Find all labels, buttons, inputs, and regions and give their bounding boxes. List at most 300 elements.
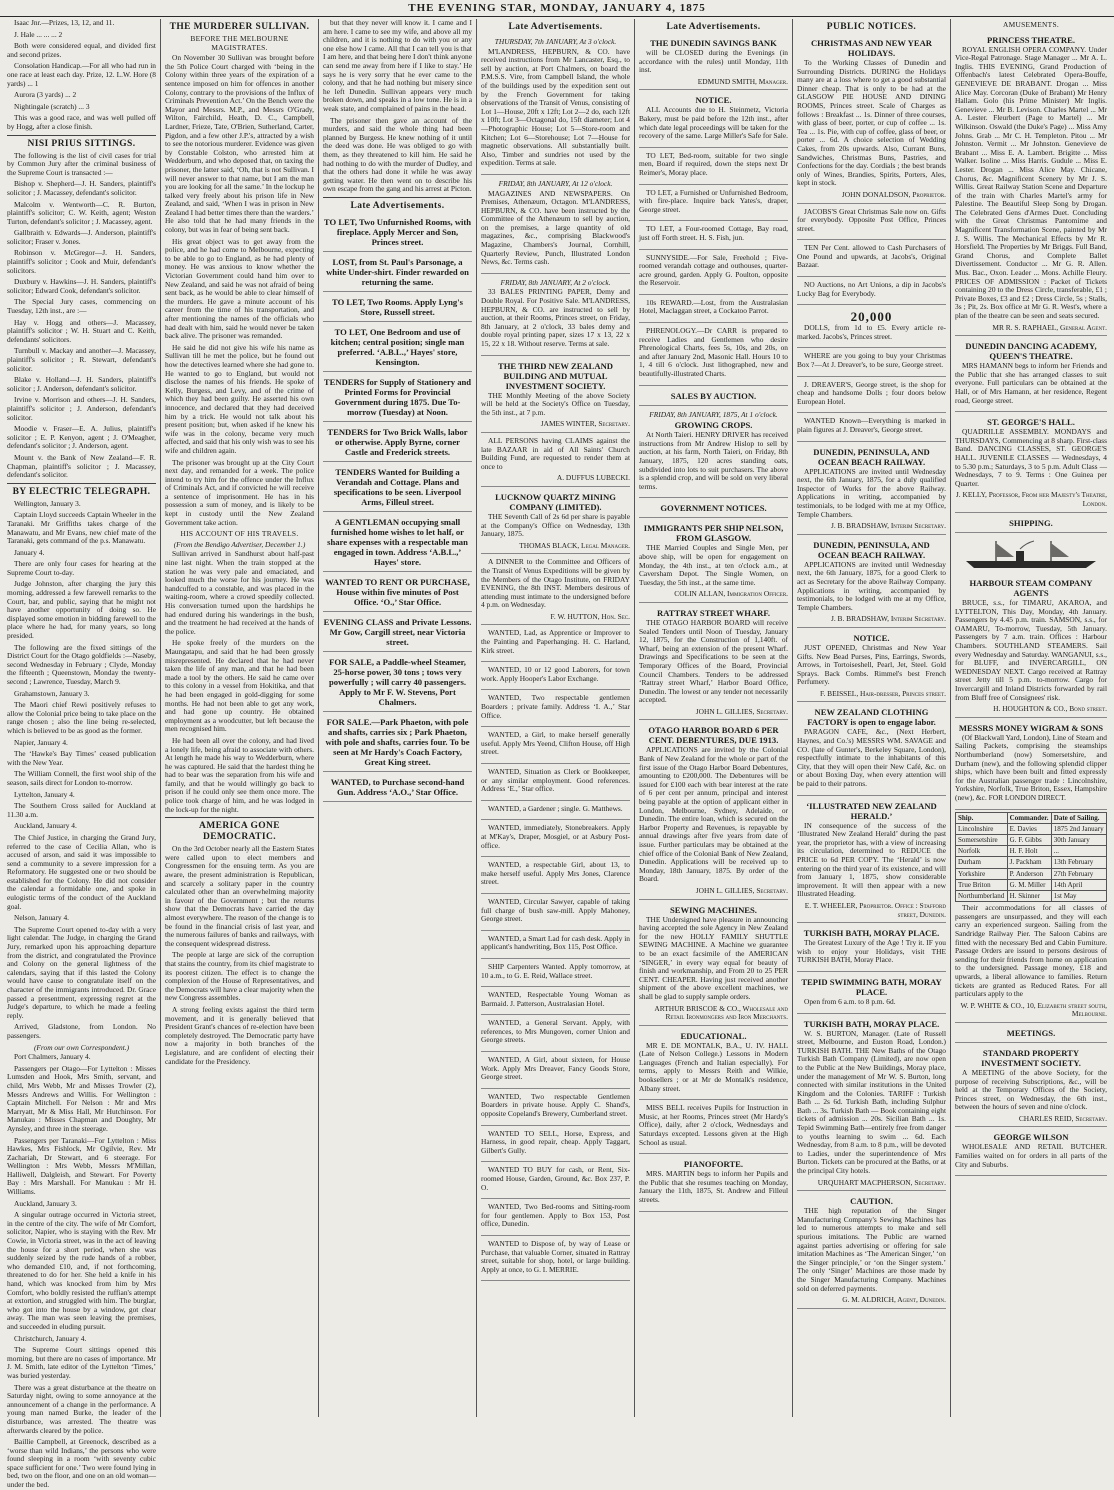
advertisement: [639, 297, 788, 323]
article-paragraph: A singular outrage occurred in Victoria street, in the centre of the city. The wife of Mr Comfort, solicitor, Napier, who is staying with the Rev. Mr Cowie, in Victoria street, was in the act of leaving the house for a short period, when she was suddenly seized by the rude hands of a robber, who demanded £10, and, if not forthcoming, threatened to do for her. She held a knife in his hand, which was knocked from him by Mrs Comfort, who boldly resisted the ruffian's attempt at extortion, and struggled with him. The burglar, who got into the house by a window, got clear away. The man was seen leaving the premises, and succeeded in eluding pursuit.: [7, 1210, 156, 1331]
classified-ads: [323, 214, 472, 802]
table-cell: 1st May: [1051, 890, 1106, 901]
column-1: [3, 18, 161, 1490]
advertisement: [481, 435, 630, 487]
ad-body: will be CLOSED during the Evenings (in accordance with the rules) until Monday, 11th inst.: [639, 48, 788, 75]
table-row: [956, 823, 1107, 834]
advertisement: [639, 1028, 788, 1101]
ad-title: CHRISTMAS AND NEW YEAR HOLIDAYS.: [810, 38, 933, 58]
ad-signature: JAMES WINTER, Secretary.: [540, 419, 630, 429]
article-paragraph: There was a great disturbance at the theatre on Saturday night, owing to some annoyance at the announcement of a change in the performance. A young man named Burke, the leader of the disturbance, was arrested. The theatre was afterwards cleared by the police.: [7, 1382, 156, 1435]
advertisement: [955, 1129, 1107, 1176]
ad-body: WANTED, Circular Sawyer, capable of taking full charge of bush saw-mill. Apply Mahoney, George street.: [481, 896, 630, 924]
table-cell: P. Anderson: [1007, 868, 1051, 879]
ad-title: MEETINGS.: [1006, 1027, 1056, 1038]
table-cell: G. M. Miller: [1007, 879, 1051, 890]
article-paragraph: The Maori chief Rewi positively refuses to allow the Colonial price being to take place on the range chosen ; also the line being re-selected, which is believed to be as good as the former.: [7, 700, 156, 735]
ad-body: ALL Accounts due to H. Steinmetz, Victoria Bakery, must be paid before the 12th inst., after which date legal proceedings will be taken for the recovery of the same. Large Miller's Safe for Sale.: [639, 105, 788, 141]
ad-body: WANTED, a Smart Lad for cash desk. Apply in applicant's handwriting, Box 115, Post Office.: [481, 933, 630, 952]
column-6: [793, 19, 951, 1417]
late-ads-heading: Late Advertisements.: [508, 22, 603, 32]
article-paragraph: On November 30 Sullivan was brought before the 5th Police Court charged with ‘being in the Colony within three years of the expiration of a sentence imposed on him for offences in another Colony, contrary to the provisions of the Influx of Criminals Prevention Act.’ On the Bench were the Mayor and Messrs. M.P., and Messrs O'Grady, Wilton, Fairchild, Heath, D. C., Campbell, Lardner, Frieze, Tate, O'Brien, Sutherland, Carter, Pigdon, and a few other J.P.'s, attracted by a wish to see the notorious murderer. Evidence was given by Constable Colston, who arrested him at Wedderburn, and who deposed that, on taxing the prisoner, the latter said, ‘Oh, that is not Sullivan. I will never answer to that name, but I am the man you are looking for all the same.’ In the lockup he talked very freely about his prison life in New Zealand, and said, ‘When I was in prison in New Zealand I had better times there than the warders.’ He also told that he had many friends in the colony, but was in fear of being sent back.: [165, 53, 314, 235]
ad-body: TO LET, a Four-roomed Cottage, Bay road, just off Forth street. H. S. Fish, jun.: [639, 224, 788, 242]
late-ads-heading: Late Advertisements.: [350, 200, 445, 211]
article-paragraph: Bishop v. Shepherd—J. H. Sanders, plaintiff's solicitor ; J. Macassey, defendant's solicitor.: [7, 179, 156, 197]
article-paragraph: Hay v. Hogg and others—J. Macassey, plaintiff's solicitor ; W. H. Stuart and C. Keith, defendants' solicitors.: [7, 317, 156, 344]
ad-signature: ARTHUR BRISCOE & CO., Wholesale and Retail Ironmongers and Iron Merchants.: [654, 1003, 788, 1022]
ad-signature: J. B. BRADSHAW, Interim Secretary.: [830, 614, 946, 624]
account-heading: HIS ACCOUNT OF HIS TRAVELS.: [180, 529, 299, 539]
advertisement: [323, 214, 472, 252]
advertisement: [639, 223, 788, 249]
advertisement: [323, 324, 472, 372]
telegraph-article: [7, 500, 156, 1041]
ad-body: BRUCE, s.s., for TIMARU, AKAROA, and LYTTELTON, This Day, Monday, 4th January. Passengers by 4.45 p.m. train. SAMSON, s.s., for OAMARU, To-morrow, Tuesday, 5th January. Passengers by 7 a.m. train. Offices : Harbour Chambers. SOUTHLAND STEAMERS. Sail every Wednesday and Saturday. WANGANUI, s.s., for BLUFF, and INVERCARGILL, ON WEDNESDAY NEXT. Cargo received at Rattray street Jetty till 5 p.m. to-morrow. Cargo for Invercargill and Inland Districts forwarded by rail from Bluff free of Consignees' risk.: [955, 598, 1107, 702]
ad-title: GOVERNMENT NOTICES.: [660, 503, 767, 514]
ad-body: JACOBS'S Great Christmas Sale now on. Gifts for everybody. Opposite Post Office, Princes street.: [797, 206, 946, 233]
advertisement: [639, 1156, 788, 1211]
race-line: Both were considered equal, and divided first and second prizes.: [7, 41, 156, 59]
ad-title: TO LET, Two Rooms. Apply Lyng's Store, Russell street.: [332, 296, 463, 317]
advertisement: [955, 515, 1107, 533]
article-paragraph: The prisoner then gave an account of the murders, and said the whole thing had been planned by Burgess. He knew nothing of it until the deed was done. He was obliged to go with them, as they threatened to kill him. He said he had nothing to do with the murder of Dudley, and that the others had done it while he was away getting water. He then went on to describe his own escape from the gang and his arrest at Picton.: [323, 115, 472, 194]
table-row: [956, 857, 1107, 868]
ad-date: FRIDAY, 8th JANUARY, At 12 o'clock.: [498, 178, 613, 188]
nisi-prius-heading: NISI PRIUS SITTINGS.: [27, 138, 136, 149]
race-line: J. Hale ... ... ... 2: [14, 29, 63, 39]
ad-signature: G. M. ALDRICH, Agent, Dunedin.: [842, 1295, 946, 1305]
article-paragraph: There are only four cases for hearing at the Supreme Court to-day.: [7, 559, 156, 577]
article-paragraph: He had been all over the colony, and had lived a lonely life, being afraid to associate with others. At length he made his way to Wedderburn, where he was captured. He said that the hardest thing he had to bear was the separation from his wife and family, and that he would willingly go back to prison if he could only see them once more. The police took charge of him, and he was lodged in the lock-up for the night.: [165, 735, 314, 814]
ad-title: PRINCESS THEATRE.: [986, 34, 1076, 45]
advertisement: [481, 859, 630, 894]
table-cell: H. Skinner: [1007, 890, 1051, 901]
ad-body: MISS BELL receives Pupils for Instruction in Music, at her Rooms, Princes street (Mr Hardy's Office), daily, after 2 o'clock, Wednesdays and Saturdays excepted. Lessons given at the High School as usual.: [639, 1103, 788, 1147]
ad-date: FRIDAY, 8th JANUARY, 1875, At 1 o'clock.: [649, 409, 778, 419]
ad-title: FOR SALE, a Paddle-wheel Steamer, 25-horse power, 30 tons ; tows very powerfully ; will carry 40 passengers. Apply to Mr F. W. Stevens, Port Chalmers.: [328, 656, 466, 707]
advertisement: [481, 692, 630, 727]
article-paragraph: The Southern Cross sailed for Auckland at 11.30 a.m.: [7, 801, 156, 819]
advertisement: [481, 729, 630, 764]
table-cell: Lincolnshire: [956, 823, 1008, 834]
race-line: Aurora (3 yards) ... 2: [14, 90, 77, 100]
table-cell: 27th February: [1051, 868, 1106, 879]
advertisement: [481, 803, 630, 821]
advertisement: [481, 1128, 630, 1163]
article-paragraph: Sullivan arrived in Sandhurst about half-past nine last night. When the train stopped at the station he was very pale and emaciated, and looked much the worse for his journey. He was handcuffed to a constable, and was placed in the waiting-room, where a crowd speedily collected. His conversation turned upon the hardships he had endured during his wanderings in the bush, and the treatment he had received at the hands of the police.: [165, 549, 314, 636]
advertisement: [797, 206, 946, 241]
article-paragraph: Judge Johnston, after charging the jury this morning, addressed a few farewell remarks to the Court, bar, and public, saying that he might not have another opportunity of doing so. He displayed some emotion in bidding farewell to the place where he had, for many years, so long presided.: [7, 579, 156, 641]
ad-body: APPLICATIONS are invited until Wednesday next, the 6th January, 1875, for a duly qualified Inspector of Works for the above Railway. Applications in writing, accompanied by testimonials, to be lodged with me at my Office, Temple Chambers.: [797, 466, 946, 519]
ad-signature: URQUHART MACPHERSON, Secretary.: [817, 1177, 946, 1187]
ad-signature: MR R. S. RAPHAEL, General Agent.: [992, 322, 1107, 332]
sullivan-article: [165, 54, 314, 527]
advertisement: [323, 374, 472, 422]
ad-title: RATTRAY STREET WHARF.: [657, 607, 770, 618]
advertisement: [481, 766, 630, 801]
ad-title: TENDERS for Two Brick Walls, labor or otherwise. Apply Byrne, corner Castle and Frederick streets.: [327, 426, 468, 457]
article-paragraph: Irvine v. Morrison and others—J. H. Sanders, plaintiff's solicitor ; J. Anderson, defendant's solicitor.: [7, 395, 156, 422]
ad-body: WANTED, a respectable Girl, about 13, to make herself useful. Apply Mrs Jones, Clarence street.: [481, 860, 630, 887]
ad-title: SEWING MACHINES.: [670, 904, 757, 915]
ad-date: THURSDAY, 7th JANUARY, At 3 o'clock.: [494, 37, 617, 46]
ad-body: SUNNYSIDE.—For Sale, Freehold ; Five-roomed verandah cottage and outhouses, quarter-acre ground, garden. Apply G. Poulton, opposite the Reservoir.: [639, 252, 788, 288]
advertisement: [797, 925, 946, 972]
ad-title: OTAGO HARBOR BOARD 6 PER CENT. DEBENTURES, DUE 1913.: [648, 725, 779, 746]
ad-title: FOR SALE.—Park Phaeton, with pole and shafts, carries six ; Park Phaeton, with pole and shafts, carries four. To be seen at Mr Hardy's Coach Factory, Great King street.: [325, 716, 470, 767]
advertisement: [955, 32, 1107, 337]
advertisement: [639, 408, 788, 499]
article-paragraph: A strong feeling exists against the third term movement, and it is generally believed that President Grant's chances of re-election have been completely destroyed. The Democratic party have now a majority in both branches of the Legislature, and are confident of electing their candidate for the Presidency.: [165, 1004, 314, 1066]
advertisement: [955, 902, 1107, 1023]
ad-signature: A. DUFFUS LUBECKI.: [556, 473, 630, 483]
ad-signature: J. KELLY, Professor, From her Majesty's Theatre, London.: [955, 490, 1107, 508]
table-header: Ship.: [956, 812, 1008, 823]
ad-body: SHIP Carpenters Wanted. Apply tomorrow, at 10 a.m., to G. E. Reid, Wallace street.: [481, 961, 630, 980]
ad-title: EVENING CLASS and Private Lessons. Mr Gow, Cargill street, near Victoria street.: [323, 616, 472, 647]
ad-body: WANTED, Situation as Clerk or Bookkeeper, or any similar employment. Good references. Address ‘E.,’ Star office.: [481, 767, 630, 794]
article-paragraph: Napier, January 4.: [14, 737, 68, 747]
ad-body: WANTED, Respectable Young Woman as Barmaid. J. Patterson, Australasian Hotel.: [481, 990, 630, 1008]
ad-body: PHRENOLOGY.—Dr CARR is prepared to receive Ladies and Gentlemen who desire Phrenological Charts, fees 5s, 10s, and 20s, on and after January 2nd, Masonic Hall. Hours 10 to 1, 4 till 6 o'clock. Just lithographed, new and beautifully-illustrated Charts.: [639, 326, 788, 379]
public-notices: [797, 35, 946, 1309]
advertisement: [639, 520, 788, 603]
advertisement: [481, 1201, 630, 1236]
article-paragraph: The Special Jury cases, commencing on Tuesday, 12th inst., are :—: [7, 297, 156, 316]
ad-title: TURKISH BATH, MORAY PLACE.: [803, 928, 940, 939]
table-cell: Durham: [956, 857, 1008, 868]
article-paragraph: Grahamstown, January 3.: [14, 688, 90, 698]
ad-body: APPLICATIONS are invited by the Colonial Bank of New Zealand for the whole or part of the first issue of the Otago Harbor Board Debentures, amounting to £200,000. The Debentures will be issued for £100 each with bear interest at the rate of 6 per cent per annum, principal and interest being payable at the option of applicant either in London, Melbourne, Sydney, Adelaide, or Dunedin. The entire loan, which is secured on the Harbor Property and Revenues, is repayable by annual drawings after five years from date of issue. Further particulars may be obtained at the chief office of the Colonial Bank of New Zealand, Dunedin. Applications will be received up to Monday, 18th January, 1875. By order of the Board.: [639, 745, 788, 884]
ad-body: WANTED TO BUY for cash, or Rent, Six-roomed House, Garden, Ground, &c. Box 237, P. O.: [481, 1165, 630, 1192]
advertisement: [955, 1045, 1107, 1128]
classified-ads: [481, 35, 630, 1281]
advertisement: [797, 1016, 946, 1192]
race-line: This was a good race, and was well pulled off by Hogg, after a close finish.: [7, 113, 156, 131]
america-article: [165, 845, 314, 1066]
advertisement: [955, 575, 1107, 718]
divider: [7, 483, 156, 484]
article-paragraph: The following is the list of civil cases for trial by Common Jury after the criminal business of the Supreme Court is transacted :—: [7, 150, 156, 177]
table-header: Date of Sailing.: [1051, 812, 1106, 823]
article-paragraph: Arrived, Gladstone, from London. No passengers.: [7, 1022, 156, 1040]
column-5: [635, 19, 793, 1417]
advertisement: [481, 177, 630, 274]
article-paragraph: The William Connell, the first wool ship of the season, sails direct for London to-morrow.: [7, 769, 156, 787]
ad-body: THE OTAGO HARBOR BOARD will receive Sealed Tenders until Noon of Tuesday, January 12, 1875, for the Construction of 1,140ft. of Wharf, being an extension of the present Wharf. Drawings and Specifications to be seen at the Temporary Offices of the Board, Provincial Council Chambers. Tenders to be addressed ‘Rattray street Wharf,’ Harbor Board Office, Dunedin. The lowest or any tender not necessarily accepted.: [639, 617, 788, 705]
column-2: [161, 19, 319, 1417]
advertisement: [639, 252, 788, 295]
ad-body: QUADRILLE ASSEMBLY. MONDAYS and THURSDAYS, Commencing at 8 sharp. First-class Band. DANCING CLASSES, ST. GEORGE'S HALL. JUVENILE CLASSES — Wednesdays, 4 to 5.30 p.m.; Saturdays, 3 to 5 p.m. Adult Class — Wednesdays, 7 to 9. Terms : One Guinea per Quarter.: [955, 427, 1107, 488]
ad-title: NEW ZEALAND CLOTHING FACTORY is open to engage labor.: [807, 707, 936, 728]
ad-signature: H. HOUGHTON & CO., Bond street.: [993, 704, 1107, 714]
advertisement: [797, 307, 946, 348]
masthead: [0, 0, 1114, 17]
ad-title: ‘ILLUSTRATED NEW ZEALAND HERALD.’: [806, 800, 937, 821]
ad-title: SALES BY AUCTION.: [670, 390, 757, 401]
article-paragraph: Captain Lloyd succeeds Captain Wheeler in the Taranaki. Mr Griffiths takes charge of the Manawatu, and Mr Evans, new chief mate of the Taranaki, gets command of the p.s. Manawatu.: [7, 510, 156, 546]
divider: [165, 817, 314, 818]
table-row: [956, 834, 1107, 845]
advertisement: [481, 822, 630, 857]
ad-body: WANTED, a General Servant. Apply, with references, to Mrs Mungoven, corner Union and George streets.: [481, 1018, 630, 1045]
advertisement: [797, 279, 946, 305]
article-paragraph: Moodie v. Fraser—E. A. Julius, plaintiff's solicitor ; E. P. Kenyon, agent ; J. O'Meagher, defendant's solicitor ; J. Anderson, agent.: [7, 424, 156, 451]
nisi-prius-article: [7, 152, 156, 480]
table-cell: Yorkshire: [956, 868, 1008, 879]
america-heading: AMERICA GONE DEMOCRATIC.: [198, 821, 281, 843]
ad-body: 33 BALES PRINTING PAPER, Demy and Double Royal. For Positive Sale. M'LANDRESS, HEPBURN, & CO. are instructed to sell by auction, at their Rooms, Princes street, on Friday, 8th January, at 2 o'clock, 33 bales demy and double royal printing paper, sizes 17 x 13, 22 x 15, 22 x 18. Without reserve. Terms at sale.: [481, 287, 630, 348]
correspondent-article: [7, 1053, 156, 1490]
column-4: [477, 19, 635, 1417]
article-paragraph: His great object was to get away from the police, and he had come to Melbourne, expecting to be able to go to England, as he had plenty of money. He was anxious to know whether the Victorian Government could hand him over to New Zealand, and said he was not afraid of being sent back, as he would be able to clear himself of the murders. He gave a minute account of his career from the time of his transportation, and after mentioning the names of the officials who had dealt with him, said he would never be taken back alive. The prisoner was remanded.: [165, 236, 314, 341]
ad-body: A MEETING of the above Society, for the purpose of receiving Subscriptions, &c., will be held at the Temporary Offices of the Society, Princes street, on Wednesday, the 6th inst., between the hours of seven and nine o'clock.: [955, 1067, 1107, 1112]
table-cell: J. Packham: [1007, 857, 1051, 868]
ad-body: (Of Blackwall Yard, London), Line of Steam and Sailing Packets, comprising the steamships Northumberland (now) Somersetshire, and Durham (new), and the following splendid clipper ships, which have been built and fitted expressly for the Australian passenger trade : Lincolnshire, Yorkshire, Norfolk, True Briton, Essex, Hampshire (new), &c. FOR LONDON DIRECT.: [955, 732, 1107, 802]
ad-body: MRS HAMANN begs to inform her Friends and the Public that she has arranged classes to suit everyone. Full particulars can be obtained at the Hall, or of Mrs Hamann, at her residence, Regent road, George street.: [955, 361, 1107, 405]
ad-body: WANTED, Two Bed-rooms and Sitting-room for four gentlemen. Apply to Box 153, Post office, Dunedin.: [481, 1202, 630, 1229]
advertisement: [639, 187, 788, 222]
ad-body: TO LET, Bed-room, suitable for two single men, Board if required, down the steps next Dr Reimer's, Moray place.: [639, 150, 788, 177]
advertisement: [797, 242, 946, 277]
column-7: [951, 19, 1111, 1417]
amusements-heading: AMUSEMENTS.: [1002, 20, 1060, 29]
table-row: [956, 846, 1107, 857]
ad-body: JUST OPENED, Christmas and New Year Gifts. New Bead Purses, Pins, Earrings, Swords, Arrows, in Tortoiseshell, Pearl, Jet, Steel. Gold Sprays. Back Combs. Rimmel's best French Perfumery.: [797, 642, 946, 687]
ad-body: IN consequence of the success of the ‘Illustrated New Zealand Herald’ during the past year, the proprietor has, with a view of increasing its circulation, determined to REDUCE the PRICE to 6d PER COPY. The ‘Herald’ is now entering on the third year of its existence, and will from January 1, 1875, show considerable improvement. It will then appear with a new Illustrated Heading.: [797, 820, 946, 899]
ad-title: THE THIRD NEW ZEALAND BUILDING AND MUTUAL INVESTMENT SOCIETY.: [497, 360, 613, 391]
ad-title: DUNEDIN, PENINSULA, AND OCEAN BEACH RAILWAY.: [813, 446, 930, 467]
table-cell: H. F. Holt: [1007, 846, 1051, 857]
ad-body: WANTED, immediately, Stonebreakers. Apply at M'Kay's, Draper, Mosgiel, or at Asbury Post-office.: [481, 823, 630, 850]
ad-title: DUNEDIN, PENINSULA, AND OCEAN BEACH RAILWAY.: [813, 539, 930, 560]
table-cell: G. F. Gibbs: [1007, 834, 1051, 845]
ad-body: WANTED, 10 or 12 good Laborers, for town work. Apply Hooper's Labor Exchange.: [481, 665, 630, 683]
ad-body: W. S. BURTON, Manager. (Late of Russell street, Melbourne, and Euston Road, London.) TURKISH BATH. THE New Baths of the Otago Turkish Bath Company (Limited), are now open to the Public at the New Buildings, Moray place, under the management of Mr W. S. Burton, long connected with similar institutions in the United Kingdom and the Colonies. TARIFF : Turkish Bath ... 2s 6d. Turkish Bath, including Sulphur Bath ... 3s. Turkish Bath — Book containing eight tickets of admission ... 20s. Sicilian Bath ... 1s. Tepid Swimming Bath—entirely free from danger to youths learning to swim ... 6d. Each Wednesday, from 8 a.m. to 8 p.m., will be devoted to Ladies, under the superintendence of Mrs Burton. Tickets can be procured at the Baths, or at the principal City hotels.: [797, 1028, 946, 1176]
article-paragraph: The people at large are sick of the corruption that stains the country, from its chief magistrate to its poorest citizen. The effect is to change the complexion of the House of Representatives, and the Democrats will have a clear majority when the new Congress assembles.: [165, 950, 314, 1003]
advertisement: [481, 489, 630, 554]
ad-title: TENDERS Wanted for Building a Verandah and Cottage. Plans and specifications to be seen. Liverpool Arms, Filleul street.: [333, 466, 462, 507]
ad-title: CAUTION.: [850, 1196, 893, 1207]
ad-title: HARBOUR STEAM COMPANY AGENTS: [969, 578, 1093, 599]
article-paragraph: Passengers per Otago—For Lyttelton : Misses Lumsden and Hook, Mrs Smith, servant, and child, Mrs Webb, Mr and Misses Trowler (2), Messrs Andrews and Willis. For Wellington : Captain Mitchell. For Nelson : Mr and Mrs Marryatt, Mr & Miss Hall, Mr Hutchinson. For Manukau : Misses Chapman and Doughty, Mr Aynsley, and three in the steerage.: [7, 1063, 156, 1133]
advertisement: [481, 933, 630, 959]
amusements-and-shipping: [955, 32, 1107, 1177]
advertisement: [639, 92, 788, 147]
advertisement: [797, 35, 946, 204]
race-line: Isaac Jnr.—Prizes, 13, 12, and 11.: [14, 18, 115, 27]
table-cell: 14th April: [1051, 879, 1106, 890]
ad-title: TO LET, One Bedroom and use of kitchen; central position; single man preferred. ‘A.B.L.,’ Hayes' store, Kensington.: [330, 326, 465, 367]
article-paragraph: The ‘Hawke's Bay Times’ ceased publication with the New Year.: [7, 749, 156, 767]
sullivan-continued: [323, 19, 472, 194]
article-paragraph: The Chief Justice, in charging the Grand Jury, referred to the case of Cecilia Allan, who is accused of arson, and said it was impossible to send a community to a severe impression for a Reformatory. He suggested one or two should be established for the Colony. He did not consider the calendar a formidable one, and spoke in eulogistic terms of the conduct of the Auckland goal.: [7, 832, 156, 911]
article-paragraph: Gallbraith v. Edwards—J. Anderson, plaintiff's solicitor; Fraser v. Jones.: [7, 228, 156, 246]
article-paragraph: Port Chalmers, January 4.: [14, 1052, 91, 1062]
article-paragraph: Robinson v. McGregor—J. H. Sanders, plaintiff's solicitor ; Cook and Muir, defendant's solicitors.: [7, 248, 156, 275]
ad-body: WANTED, a Gardener ; single. G. Matthews.: [488, 803, 623, 813]
advertisement: [323, 614, 472, 652]
ad-title: DUNEDIN DANCING ACADEMY, QUEEN'S THEATRE.: [965, 341, 1097, 362]
ad-signature: E. T. WHEELER, Proprietor. Office : Stafford street, Dunedin.: [804, 900, 946, 919]
advertisement: [797, 1193, 946, 1309]
advertisement: [639, 325, 788, 386]
advertisement: [481, 627, 630, 662]
advertisement: [323, 464, 472, 512]
advertisement: [481, 989, 630, 1015]
advertisement: [797, 798, 946, 924]
ad-title: NOTICE.: [695, 95, 732, 106]
ad-body: DOLLS, from 1d to £5. Every article re-marked. Jacobs's, Princes street.: [797, 323, 946, 341]
classified-ads: [639, 35, 788, 1212]
ad-body: 10s REWARD.—Lost, from the Australasian Hotel, Maclaggan street, a Cockatoo Parrot.: [639, 297, 788, 316]
article-paragraph: Nelson, January 4.: [14, 913, 70, 923]
advertisement: [481, 664, 630, 690]
race-results: [7, 19, 156, 132]
advertisement: [797, 444, 946, 535]
ad-body: APPLICATIONS are invited until Wednesday next, the 6th January, 1875, for a good Clerk to act as Secretary for the above Railway Company. Applications in writing, accompanied by testimonials, to be lodged with me at my Office, Temple Chambers.: [797, 559, 946, 612]
ad-signature: COLIN ALLAN, Immigration Officer.: [674, 589, 788, 599]
article-paragraph: The Supreme Court sittings opened this morning, but there are no cases of importance. Mr J. M. Smith, late editor of the Lyttelton ‘Times,’ was buried yesterday.: [7, 1345, 156, 1380]
ad-title: WANTED, to Purchase second-hand Gun. Address ‘A.O.,’ Star Office.: [330, 776, 465, 797]
ad-title: THE DUNEDIN SAVINGS BANK: [650, 38, 777, 48]
advertisement: [323, 574, 472, 612]
table-cell: 1875 2nd January: [1051, 823, 1106, 834]
column-3: [319, 19, 477, 1417]
ad-signature: JOHN L. GILLIES, Secretary.: [695, 885, 788, 895]
article-paragraph: but that they never will know it. I came and I am here. I came to see my wife, and above all my children, and it is nothing to do with you or any one else how I came. All that I can tell you is that I am here, and that being here I don't think anyone can send me away from here if I like to stay.’ He says he is very sorry that he ever came to the colony, and that he had nothing but misery since he left Dunedin. Sullivan appears very much broken down, and speaks in a low tone. He is in a weak state, and complained of pains in the head.: [323, 18, 472, 113]
advertisement: [323, 714, 472, 772]
table-cell: Somersetshire: [956, 834, 1008, 845]
advertisement: [797, 974, 946, 1014]
article-paragraph: Auckland, January 3.: [14, 1198, 77, 1208]
ad-signature: JOHN DONALDSON, Proprietor.: [841, 189, 946, 199]
ad-body: NO Auctions, no Art Unions, a dip in Jacobs's Lucky Bag for Everybody.: [797, 280, 946, 298]
ad-body: THE Seventh Call of 2s 6d per share is payable at the Company's Office on Wednesday, 13th January, 1875.: [481, 511, 630, 539]
table-cell: E. Davies: [1007, 823, 1051, 834]
divider: [7, 135, 156, 136]
columns: [3, 18, 1111, 1490]
ad-signature: F. W. HUTTON, Hon. Sec.: [550, 611, 630, 621]
table-cell: Norfolk: [956, 846, 1008, 857]
ad-title: PIANOFORTE.: [683, 1159, 744, 1170]
article-paragraph: Blake v. Holland—J. H. Sanders, plaintiff's solicitor ; J. Anderson, defendant's solicitor.: [7, 375, 156, 393]
table-row: [956, 890, 1107, 901]
ad-title: SHIPPING.: [1009, 517, 1053, 528]
race-line: Consolation Handicap.—For all who had run in one race at least each day. Prize, 12. L.W. Hore (8 yards) ... 1: [7, 61, 156, 88]
advertisement: [481, 961, 630, 987]
advertisement: [481, 1091, 630, 1126]
advertisement: [955, 414, 1107, 512]
ad-body: MRS. MARTIN begs to inform her Pupils and the Public that she resumes teaching on Monday, January the 11th, 1875, St. Andrew and Filleul streets.: [639, 1169, 788, 1204]
ad-body: MR E. DE MONTALK, B.A., U. IV. HALL (Late of Nelson College.) Lessons in Modern Languages (French and Italian especially). For terms, apply to Messrs Reith and Wilkie, booksellers ; or at Mr de Montalk's residence, Albany street.: [639, 1040, 788, 1093]
ad-body: WANTED, A Girl, about sixteen, for House Work. Apply Mrs Dreaver, Fancy Goods Store, George street.: [481, 1055, 630, 1082]
ad-body: WANTED, Two respectable gentlemen Boarders ; private family. Address ‘I. A.,’ Star Office.: [481, 693, 630, 720]
ad-body: WANTED, Lad, as Apprentice or Improver to the Painting and Paperhanging. H. C. Harland, Kirk street.: [481, 628, 630, 655]
advertisement: [797, 379, 946, 414]
advertisement: [639, 1102, 788, 1154]
advertisement: [481, 896, 630, 931]
ad-body: ALL PERSONS having CLAIMS against the late BAZAAR in aid of All Saints' Church Building Fund, are requested to render them at once to: [481, 435, 630, 471]
ad-body: THE Undersigned have pleasure in announcing having accepted the sole Agency in New Zealand for the new HOLLY FAMILY SHUTTLE SEWING MACHINE. A Machine we guarantee to be an exact facsimile of the AMERICAN ‘SINGER,’ in every way equal for beauty of finish and workmanship, and From 20 to 25 PER CENT. CHEAPER. Having just received another shipment of the above excellent machines, we shall be glad to supply sample orders.: [639, 914, 788, 1001]
ad-body: WANTED, a Girl, to make herself generally useful. Apply Mrs Yeend, Clifton House, off High street.: [481, 730, 630, 757]
article-paragraph: Lyttelton, January 4.: [14, 789, 75, 799]
advertisement: [797, 704, 946, 795]
table-header: Commander.: [1007, 812, 1051, 823]
ad-body: THE Monthly Meeting of the above Society will be held at the Society's Office on Tuesday, the 5th inst., at 7 p.m.: [481, 390, 630, 417]
ad-body: THE Married Couples and Single Men, per above ship, will be open for engagement on Monday, the 4th inst., at ten o'clock a.m., at Caversham Depot. The Single Women, on Tuesday, the 5th inst., at the same time.: [639, 543, 788, 587]
ad-title: MESSRS MONEY WIGRAM & SONS: [958, 722, 1104, 733]
ad-body: THE high reputation of the Singer Manufacturing Company's Sewing Machines has led to numerous attempts to make and sell spurious imitations. The Public are warned against parties advertising or offering for sale imitation Machines as ‘The American Singer,’ ‘on the Singer principle,’ or ‘on the Singer system.’ The only ‘Singer’ Machines are those made by the Singer Manufacturing Company. Machines sold on deferred payments.: [797, 1206, 946, 1293]
ad-title: ST. GEORGE'S HALL.: [987, 417, 1075, 428]
advertisement: [481, 276, 630, 356]
article-paragraph: He spoke freely of the murders on the Maungatapu, and said that he had been grossly misrepresented. He declared that he had never taken the life of any man, and that he had been made a tool by the others. He said he came over to this colony in a vessel from Hokitika, and that he had been engaged in gold-digging for some months. He had not been able to get any work, and had gone up country. He obtained employment as a woodcutter, but left because the men recognised him.: [165, 638, 314, 734]
article-paragraph: Passengers per Taranaki—For Lyttelton : Miss Hawkes, Mrs Fishlock, Mr Ogilvie, Rev. Mr Zachariah, Dr Stewart, and 6 steerage. For Wellington : Mrs Webb, Messrs M'Millan, Halliwell, Dalgleish, and Stewart. For Poverty Bay : Mrs Marshall. For Manukau : Mr H. Williams.: [7, 1135, 156, 1197]
advertisement: [639, 35, 788, 90]
article-paragraph: Baillie Campbell, at Greenock, described as a ‘worse than wild Indians,’ the persons who were found sleeping in a room ‘with seventy cubic space sufficient for one.’ Two were found lying in bed, two on the floor, and one on an old woman—under the bed.: [7, 1437, 156, 1490]
ad-body: The Greatest Luxury of the Age ! Try it. IF you wish to enjoy your Holidays, visit THE TURKISH BATH, Moray Place.: [797, 938, 946, 965]
ad-signature: EDMUND SMITH, Manager.: [697, 76, 788, 86]
ad-body: Open from 6 a.m. to 8 p.m. 6d.: [804, 996, 896, 1006]
telegraph-heading: BY ELECTRIC TELEGRAPH.: [12, 486, 151, 497]
ad-body: A DINNER to the Committee and Officers of the Transit of Venus Expeditions will be given by the Members of the Otago Institute, on FRIDAY EVENING, the 8th INST. Members desirous of attending must intimate to the undersigned before 4 p.m. on Wednesday.: [481, 557, 630, 610]
ad-body: MAGAZINES AND NEWSPAPERS. On Premises, Athenæum, Octagon. M'LANDRESS, HEPBURN, & CO. have been instructed by the Committee of the Athenæum to sell by auction, on the premises, a large quantity of old magazines, &c., comprising Blackwood's Magazine, Chambers's Journal, Cornhill, Quarterly Review, Punch, Illustrated London News, &c. Terms cash.: [481, 188, 630, 267]
advertisement: [639, 722, 788, 899]
race-line: Nightingale (scratch) ... 3: [14, 101, 90, 111]
advertisement: [639, 388, 788, 406]
article-paragraph: The following are the fixed sittings of the District Court for the Otago goldfields :—Naseby, second Wednesday in February ; Clyde, Monday the fifteenth ; Queenstown, Monday the twenty-second ; Lawrence, Tuesday, March 9.: [7, 642, 156, 686]
late-ads-heading: Late Advertisements.: [666, 22, 761, 32]
account-article: [165, 550, 314, 814]
advertisement: [323, 294, 472, 322]
public-notices-heading: PUBLIC NOTICES.: [826, 22, 917, 32]
table-cell: True Briton: [956, 879, 1008, 890]
advertisement: [323, 774, 472, 802]
advertisement: [481, 35, 630, 175]
advertisement: [323, 424, 472, 462]
table-cell: 30th January: [1051, 834, 1106, 845]
ad-title: GEORGE WILSON: [993, 1132, 1069, 1143]
ad-body: TEN Per Cent. allowed to Cash Purchasers of One Pound and upwards, at Jacobs's, Original Bazaar.: [797, 243, 946, 270]
article-paragraph: Christchurch, January 4.: [14, 1333, 87, 1343]
ad-body: ROYAL ENGLISH OPERA COMPANY. Under Vice-Regal Patronage. Stage Manager ... Mr A. L. Inglis. THIS EVENING, Grand Production of Offenbach's latest Celebrated Opera-Bouffe, GENEVIEVE DE BRABANT. Drogan ... Miss Alice May. Corcoran (Duke of Brabant) Mr Henry Hallam. Golo (his Prime Minister) Mr Inglis. Genevieve ... Mr B. Levison. Charles Martel ... Mr A. Lester. Fleurbert (Page to Martel) ... Mr Wilkinson. Oswald (the Duke's Page) ... Miss Amy Johns. Grab ... Mr C. H. Templeton. Pitou ... Mr Johnston. Vermit ... Mr Johnston. Genevieve de Brabant ... Miss E. A. Lambert. Brigitte ... Miss Walker. Isoline ... Miss Harris. Gudule ... Miss E. Lester. Drogan ... Miss Alice May. Chicane, Chorus, &c. Magnificent Scenery by Mr J. S. Willis. Great Railway Station Scene and Departure of the train with Charles Martel's army for Palestine. The Beautiful Sleep Song by Drogan. The Celebrated Gens d'Armes Duet. Concluding with the Great Christmas Pantomime and Magnificent Transformation Scene, painted by Mr J. S. Willis. The Mechanical Effects by Mr R. Horsfield. The Properties by Mr Briggs. Full Band, Grand Chorus, and Complete Ballet Divertissement. Conductor ... Mr G. R. Allen. Mus. Bac., Oxon. Leader ... Mons. Achille Fleury. PRICES OF ADMISSION : Packet of Tickets containing 20 to the Dress Circle, transferable, £1 ; Private Boxes, £3 and £2 ; Dress Circle, 5s ; Stalls, 3s ; Pit, 2s. Box office at Mr G. R. West's, where a plan of the theatre can be seen and seats secured.: [955, 44, 1107, 320]
ad-title: WANTED TO RENT OR PURCHASE, House within five minutes of Post Office. ‘O.,’ Star Office.: [325, 576, 470, 607]
article-paragraph: The prisoner was brought up at the City Court next day, and remanded for a week. The police intend to try him for the offence under the Influx of Criminals Act, and if convicted he will receive a sentence of imprisonment. He has in his possession a sum of money, and is likely to be kept in custody until the New Zealand Government take action.: [165, 457, 314, 527]
advertisement: [955, 338, 1107, 412]
ad-body: TO LET, a Furnished or Unfurnished Bedroom, with fire-place. Inquire back Yates's, draper, George street.: [639, 187, 788, 214]
advertisement: [639, 605, 788, 721]
article-paragraph: January 4.: [14, 547, 45, 557]
ad-title: A GENTLEMAN occupying small furnished home wishes to let half, or share expenses with a respectable man engaged in town. Address ‘A.B.L.,’ Hayes' store.: [327, 516, 468, 567]
ad-signature: J. B. BRADSHAW, Interim Secretary.: [830, 521, 946, 531]
ad-body: To the Working Classes of Dunedin and Surrounding Districts. DURING the Holidays many are at a loss where to get a good substantial Dinner cheap. That is only to be had at the GLASGOW PIE HOUSE AND DINING ROOMS, Princes street. Scale of Charges as follows : Breakfast ... 1s. Dinner of three courses, with glass of beer, porter, or cup of coffee ... 1s. Tea ... 1s. Pie, with cup of coffee, glass of beer, or porter ... 6d. A choice selection of Wedding Cakes, from 20s upwards. Also, Currant Buns, Sandwiches, Christmas Buns, Pastries, and Confections for the day. Cordials ; the best brands only of Wines, Brandies, Spirits, Porters, Ales, kept in stock.: [797, 58, 946, 188]
advertisement: [639, 500, 788, 518]
article-paragraph: Mount v. the Bank of New Zealand—F. R. Chapman, plaintiff's solicitor ; J. Macassey, defendant's solicitor.: [7, 452, 156, 480]
advertisement: [323, 514, 472, 572]
article-paragraph: On the 3rd October nearly all the Eastern States were called upon to elect members and Congressmen for the ensuing term. As you are aware, the present administration is Republican, and scarcely a solitary paper in the country calculated other than an overwhelming majority in favour of the Government ; but the returns show that the Democrats have carried the day almost everywhere. The reason of the change is to be found in the financial crisis of last year, and the numerous failures of banks and railways, with the consequent widespread distress.: [165, 844, 314, 948]
ad-signature: F. BEISSEL, Hair-dresser, Princes street.: [819, 688, 946, 698]
ad-title: TURKISH BATH, MORAY PLACE.: [803, 1018, 940, 1029]
ad-signature: W. P. WHITE & CO., 10, Elizabeth street south, Melbourne.: [960, 1000, 1107, 1019]
ad-title: EDUCATIONAL.: [680, 1030, 747, 1041]
article-paragraph: The Supreme Court opened to-day with a very light calendar. The Judge, in charging the Grand Jury, remarked upon his approaching departure from the district, and congratulated the Province and Colony on the general lightness of the calendars, saying that if this lasted the Colony would have cause to congratulate itself on the character of the immigrants introduced. Dr. Grace passed a presentment, expressing regret at the Judge's departure, to which he made a feeling reply.: [7, 924, 156, 1020]
table-cell: 13th February: [1051, 857, 1106, 868]
ad-signature: JOHN L. GILLIES, Secretary.: [695, 706, 788, 716]
article-paragraph: Wellington, January 3.: [14, 498, 81, 508]
ad-body: At North Taieri. HENRY DRIVER has received instructions from Mr Andrew Hislop to sell by auction, at his farm, North Taieri, on Friday, 8th January, 1875, 120 acres standing oats, subdivided into lots to suit purchasers. The above is a splendid crop, and will be sold on very liberal terms.: [639, 430, 788, 491]
article-paragraph: Turnbull v. Mackay and another—J. Macassey, plaintiff's solicitor ; R. Stewart, defendant's solicitor.: [7, 346, 156, 373]
ad-title: TENDERS for Supply of Stationery and Printed Forms for Provincial Government during 1875. Due To-morrow (Tuesday) at Noon.: [323, 376, 472, 417]
